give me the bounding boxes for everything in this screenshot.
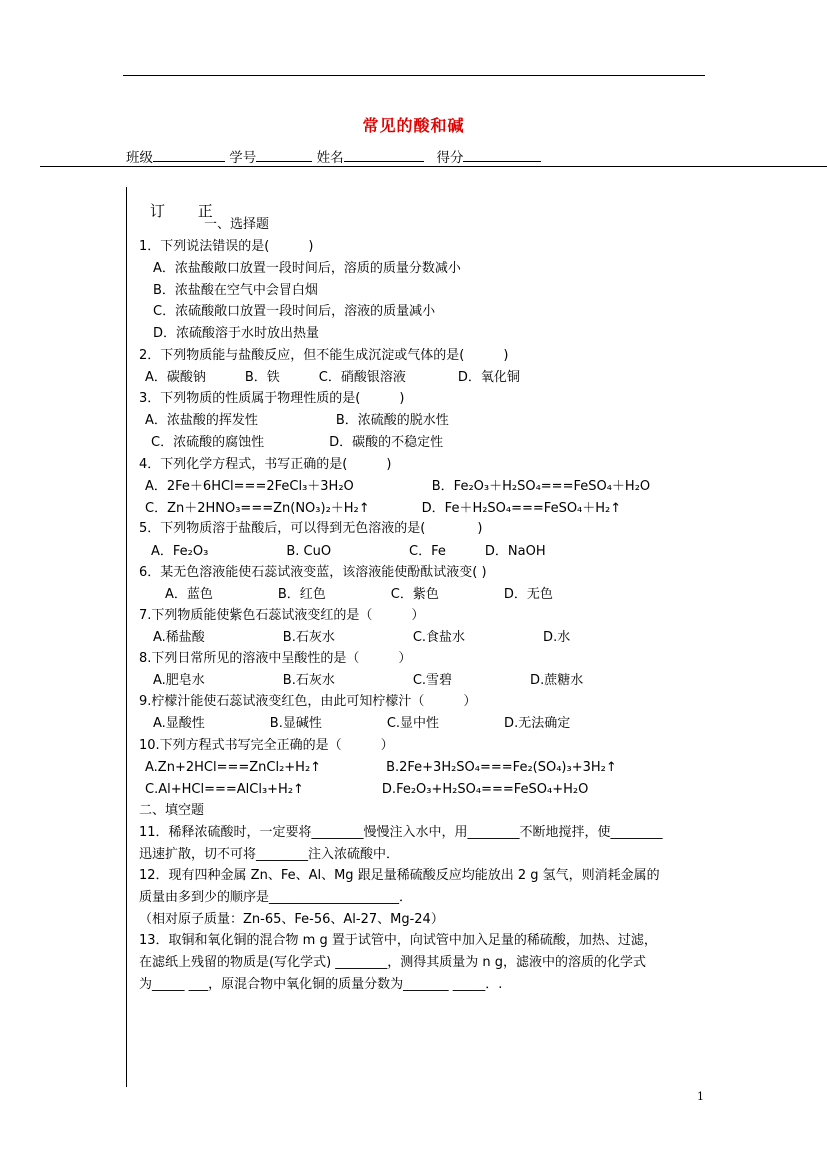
text-line: D．浓硫酸溶于水时放出热量 <box>153 326 320 341</box>
text-line: 7.下列物质能使紫色石蕊试液变红的是（ ） <box>139 608 425 623</box>
text-line: A．浓盐酸敞口放置一段时间后，溶质的质量分数减小 <box>153 261 461 276</box>
student-no-label: 学号 <box>229 150 257 166</box>
text-line: A.Zn+2HCl===ZnCl₂+H₂↑ B.2Fe+3H₂SO₄===Fe₂(SO₄)₃+3H₂↑ <box>145 760 617 775</box>
name-blank[interactable] <box>344 147 424 162</box>
text-line: 10.下列方程式书写完全正确的是（ ） <box>139 738 394 753</box>
text-line: A.肥皂水 B.石灰水 C.雪碧 D.蔗糖水 <box>153 673 584 688</box>
name-label: 姓名 <box>316 150 344 166</box>
class-label: 班级 <box>126 150 153 166</box>
text-line: 4．下列化学方程式，书写正确的是( ) <box>139 457 392 472</box>
text-line: A．浓盐酸的挥发性 B．浓硫酸的脱水性 <box>145 413 449 428</box>
text-line: 13．取铜和氧化铜的混合物 m g 置于试管中，向试管中加入足量的稀硫酸，加热、过滤， <box>139 933 657 948</box>
header-rule <box>123 75 705 76</box>
text-line: 6．某无色溶液能使石蕊试液变蓝，该溶液能使酚酞试液变( ) <box>139 565 487 580</box>
text-line: A．蓝色 B．红色 C．紫色 D．无色 <box>165 587 553 602</box>
margin-note: 订 正 <box>150 202 227 220</box>
section-choice-header: 一、选择题 <box>204 217 270 232</box>
text-line: 5．下列物质溶于盐酸后，可以得到无色溶液的是( ) <box>139 521 483 536</box>
text-line: 2．下列物质能与盐酸反应，但不能生成沉淀或气体的是( ) <box>139 348 509 363</box>
text-line: A．Fe₂O₃ B. CuO C．Fe D．NaOH <box>151 544 546 559</box>
text-line: C．浓硫酸的腐蚀性 D．碳酸的不稳定性 <box>151 435 444 450</box>
text-line: 9.柠檬汁能使石蕊试液变红色，由此可知柠檬汁（ ） <box>139 694 477 709</box>
class-blank[interactable] <box>153 147 225 162</box>
page-title: 常见的酸和碱 <box>362 116 465 135</box>
info-rule <box>40 166 827 167</box>
text-line: 质量由多到少的顺序是____________________． <box>139 890 413 905</box>
page-number: 1 <box>697 1090 704 1103</box>
score-label: 得分 <box>436 150 464 166</box>
text-line: A．碳酸钠 B．铁 C．硝酸银溶液 D．氧化铜 <box>145 370 520 385</box>
text-line: C.Al+HCl===AlCl₃+H₂↑ D.Fe₂O₃+H₂SO₄===FeSO₄+H₂O <box>145 782 589 797</box>
text-line: 8.下列日常所见的溶液中呈酸性的是（ ） <box>139 651 412 666</box>
text-line: B．浓盐酸在空气中会冒白烟 <box>153 283 318 298</box>
text-line: 3．下列物质的性质属于物理性质的是( ) <box>139 391 405 406</box>
margin-line <box>126 187 127 1087</box>
section-fill-header: 二、填空题 <box>139 803 205 818</box>
student-info-row <box>126 146 541 166</box>
text-line: （相对原子质量：Zn-65、Fe-56、Al-27、Mg-24） <box>139 912 444 927</box>
text-line: 1．下列说法错误的是( ) <box>139 239 314 254</box>
text-line: 为_____ ___，原混合物中氧化铜的质量分数为_______ _____．. <box>139 977 503 992</box>
text-line: 在滤纸上残留的物质是(写化学式) ________，测得其质量为 n g，滤液中的溶质的化学式 <box>139 955 647 970</box>
text-line: A.显酸性 B.显碱性 C.显中性 D.无法确定 <box>153 716 571 731</box>
text-line: C．Zn＋2HNO₃===Zn(NO₃)₂＋H₂↑ D．Fe＋H₂SO₄===FeSO₄＋H₂↑ <box>145 501 622 516</box>
text-line: C．浓硫酸敞口放置一段时间后，溶液的质量减小 <box>153 304 436 319</box>
text-line: A.稀盐酸 B.石灰水 C.食盐水 D.水 <box>153 630 571 645</box>
text-line: 12．现有四种金属 Zn、Fe、Al、Mg 跟足量稀硫酸反应均能放出 2 g 氢气，则消耗金属的 <box>139 868 660 883</box>
text-line: 11．稀释浓硫酸时，一定要将________慢慢注入水中，用________不断地搅拌，使________ <box>139 825 663 840</box>
text-line: 迅速扩散，切不可将________注入浓硫酸中． <box>139 847 400 862</box>
student-no-blank[interactable] <box>256 147 312 162</box>
score-blank[interactable] <box>463 147 541 162</box>
text-line: A．2Fe＋6HCl===2FeCl₃＋3H₂O B．Fe₂O₃＋H₂SO₄===FeSO₄＋H₂O <box>145 479 651 494</box>
